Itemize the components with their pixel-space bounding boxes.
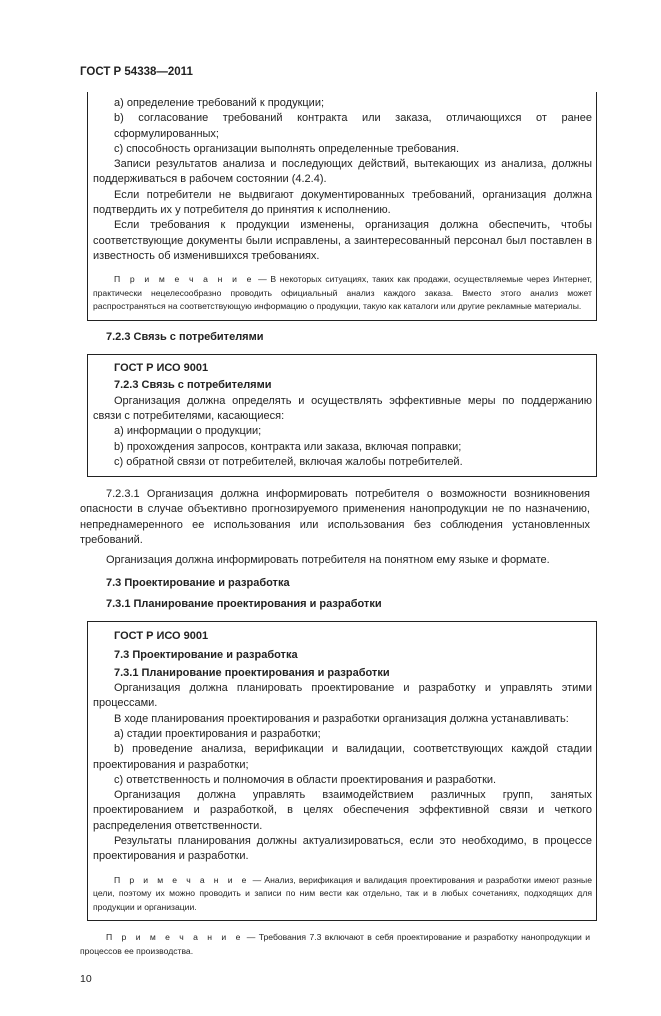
quoted-box-review-requirements xyxy=(87,92,597,321)
list-item: b) прохождения запросов, контракта или заказа, включая поправки; xyxy=(114,440,462,453)
note-text: — Требования 7.3 включают в себя проектирование и разработку нанопродукции и процессов ее производства. xyxy=(80,932,591,956)
paragraph: Организация должна информировать потребителя на понятном ему языке и формате. xyxy=(106,554,550,567)
section-heading-723 xyxy=(80,330,616,345)
paragraph: Организация должна управлять взаимодействием различных групп, занятых проектированием и разработкой, в целях обеспечения эффективной связи и четкого распределения ответственности. xyxy=(93,789,592,832)
paragraph: Организация должна определять и осуществлять эффективные меры по поддержанию связи с потребителями, касающиеся: xyxy=(93,394,592,422)
quoted-box-design-planning xyxy=(87,621,597,921)
list-item: b) проведение анализа, верификации и валидации, соответствующих каждой стадии проектирования и разработки; xyxy=(93,743,592,771)
section-7231 xyxy=(80,487,590,612)
paragraph: 7.2.3.1 Организация должна информировать потребителя о возможности возникновения опасности в случае объективно прогнозируемого применения нанопродукции не по назначению, непреднамеренного ее использования или использования без соблюдения установленных требований. xyxy=(80,488,590,547)
list-item: c) обратной связи от потребителей, включая жалобы потребителей. xyxy=(114,455,463,468)
list-item: a) определение требований к продукции; xyxy=(114,97,325,109)
paragraph: Записи результатов анализа и последующих действий, вытекающих из анализа, должны поддерживаться в рабочем состоянии (4.2.4). xyxy=(93,158,592,186)
heading: 7.2.3 Связь с потребителями xyxy=(114,379,272,392)
page-number: 10 xyxy=(80,973,92,986)
list-item: a) информации о продукции; xyxy=(114,425,262,438)
list-item: b) согласование требований контракта или заказа, отличающихся от ранее сформулированных; xyxy=(114,112,592,140)
heading: 7.2.3 Связь с потребителями xyxy=(106,330,264,343)
document-page xyxy=(80,0,598,1016)
note-label: П р и м е ч а н и е xyxy=(114,874,250,885)
heading: 7.3.1 Планирование проектирования и разработки xyxy=(106,597,382,610)
heading: 7.3 Проектирование и разработка xyxy=(114,648,298,661)
paragraph: В ходе планирования проектирования и разработки организация должна устанавливать: xyxy=(114,712,569,725)
list-item: c) ответственность и полномочия в области проектирования и разработки. xyxy=(114,773,497,786)
note-text: — Анализ, верификация и валидация проектирования и разработки имеют разные цели, поэтому их можно проводить и записи по ним вести как отдельно, так и в любых сочетаниях, подходящих для продукции и организации. xyxy=(93,874,593,912)
paragraph: Результаты планирования должны актуализироваться, если это необходимо, в процессе проектирования и разработки. xyxy=(93,835,592,863)
note-label: П р и м е ч а н и е xyxy=(106,932,244,943)
note-label: П р и м е ч а н и е xyxy=(114,274,255,285)
source-standard: ГОСТ Р ИСО 9001 xyxy=(114,362,209,375)
quoted-box-customer-communication xyxy=(87,354,597,477)
note xyxy=(93,273,592,314)
heading: 7.3.1 Планирование проектирования и разработки xyxy=(114,666,390,679)
list-item: c) способность организации выполнять определенные требования. xyxy=(114,142,460,155)
source-standard: ГОСТ Р ИСО 9001 xyxy=(114,630,209,643)
footnote xyxy=(80,931,590,958)
paragraph: Если требования к продукции изменены, организация должна обеспечить, чтобы соответствующие документы были исправлены, а заинтересованный персонал был поставлен в известность об изменившихся требованиях. xyxy=(93,219,592,262)
note xyxy=(93,874,592,915)
heading: 7.3 Проектирование и разработка xyxy=(106,576,290,589)
list-item: a) стадии проектирования и разработки; xyxy=(114,728,321,740)
paragraph: Если потребители не выдвигают документированных требований, организация должна подтвердить их у потребителя до принятия к исполнению. xyxy=(93,188,592,217)
note-text: — В некоторых ситуациях, таких как продажи, осуществляемые через Интернет, практически нецелесообразно проводить официальный анализ каждого заказа. Вместо этого анализ может распространяться на соответствующую информацию о продукции, такую как каталоги или другие рекламные материалы. xyxy=(93,274,592,312)
footnote-text xyxy=(80,931,590,958)
document-header: ГОСТ Р 54338—2011 xyxy=(80,66,193,78)
paragraph: Организация должна планировать проектирование и разработку и управлять этими процессами. xyxy=(93,682,592,710)
